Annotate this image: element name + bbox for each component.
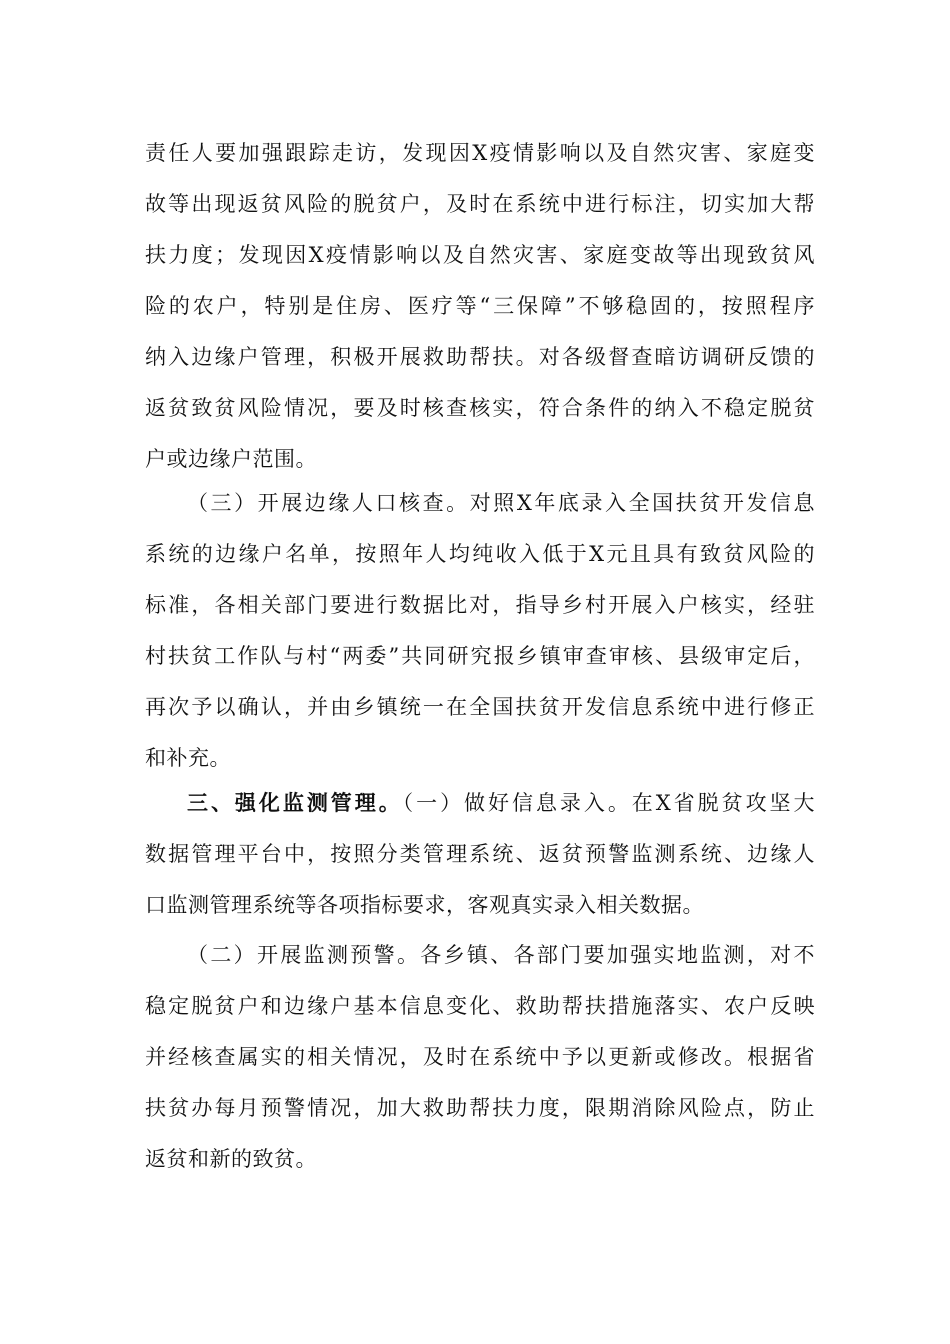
text-line: 扶力度；发现因X疫情影响以及自然灾害、家庭变故等出现致贫风 — [145, 243, 815, 267]
text-line — [145, 778, 815, 829]
text-line: 责任人要加强跟踪走访，发现因X疫情影响以及自然灾害、家庭变 — [145, 141, 815, 165]
text-line: 再次予以确认，并由乡镇统一在全国扶贫开发信息系统中进行修正 — [145, 695, 815, 719]
text-line: 标准，各相关部门要进行数据比对，指导乡村开展入户核实，经驻 — [145, 593, 815, 617]
text-line: 户或边缘户范围。 — [145, 447, 317, 471]
text-line: 险的农户，特别是住房、医疗等“三保障”不够稳固的，按照程序 — [145, 294, 815, 318]
text-line: （二）开展监测预警。各乡镇、各部门要加强实地监测，对不 — [187, 943, 815, 967]
text-line: 系统的边缘户名单，按照年人均纯收入低于X元且具有致贫风险的 — [145, 542, 815, 566]
text-line: （三）开展边缘人口核查。对照X年底录入全国扶贫开发信息 — [187, 491, 815, 515]
text-line: 故等出现返贫风险的脱贫户，及时在系统中进行标注，切实加大帮 — [145, 192, 815, 216]
paragraph-risk-tracking — [145, 128, 815, 485]
text-line: 纳入边缘户管理，积极开展救助帮扶。对各级督查暗访调研反馈的 — [145, 345, 815, 369]
text-line: 返贫致贫风险情况，要及时核查核实，符合条件的纳入不稳定脱贫 — [145, 396, 815, 420]
section-heading: 三、强化监测管理。 — [187, 791, 403, 815]
text-line: 返贫和新的致贫。 — [145, 1147, 317, 1171]
text-line-rest: （一）做好信息录入。在X省脱贫攻坚大 — [402, 791, 815, 815]
text-line: 稳定脱贫户和边缘户基本信息变化、救助帮扶措施落实、农户反映 — [145, 994, 815, 1018]
text-line: 并经核查属实的相关情况，及时在系统中予以更新或修改。根据省 — [145, 1045, 815, 1069]
text-line: 口监测管理系统等各项指标要求，客观真实录入相关数据。 — [145, 893, 704, 917]
text-line: 村扶贫工作队与村“两委”共同研究报乡镇审查审核、县级审定后， — [145, 644, 815, 668]
paragraph-monitoring-management — [145, 778, 815, 931]
paragraph-edge-population-check — [145, 478, 815, 784]
text-line: 和补充。 — [145, 746, 231, 770]
text-line: 数据管理平台中，按照分类管理系统、返贫预警监测系统、边缘人 — [145, 842, 815, 866]
paragraph-monitoring-warning — [145, 930, 815, 1185]
text-line: 扶贫办每月预警情况，加大救助帮扶力度，限期消除风险点，防止 — [145, 1096, 815, 1120]
